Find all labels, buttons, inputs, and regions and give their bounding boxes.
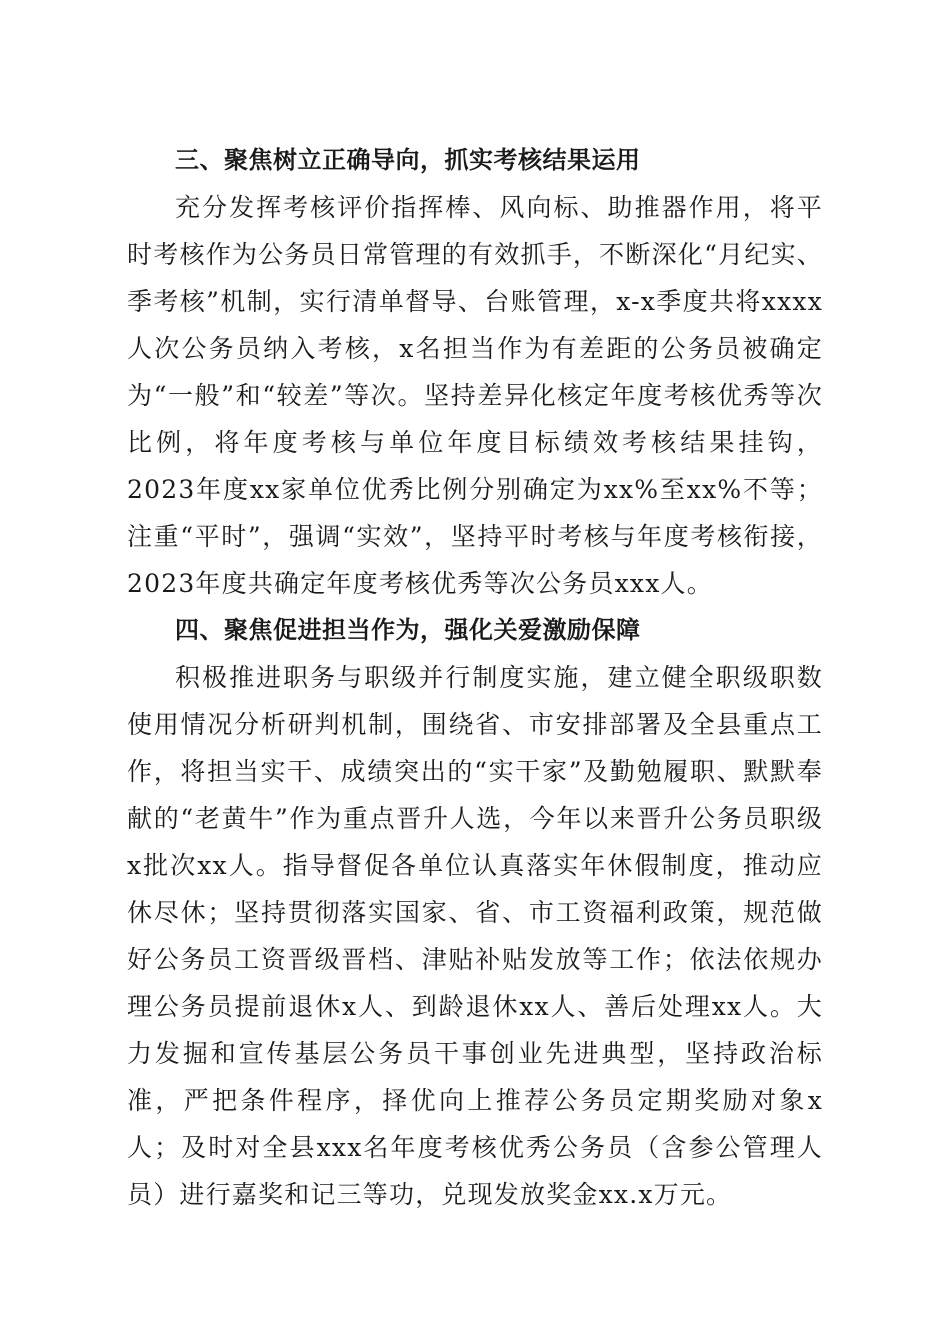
section-heading-4: 四、聚焦促进担当作为，强化关爱激励保障 (175, 616, 641, 644)
section-paragraph-4: 积极推进职务与职级并行制度实施，建立健全职级职数使用情况分析研判机制，围绕省、市安排部署及全县重点工作，将担当实干、成绩突出的“实干家”及勤勉履职、默默奉献的“老黄牛”作为重点晋升人选，今年以来晋升公务员职级x批次xx人。指导督促各单位认真落实年休假制度，推动应休尽休；坚持贯彻落实国家、省、市工资福利政策，规范做好公务员工资晋级晋档、津贴补贴发放等工作；依法依规办理公务员提前退休x人、到龄退休xx人、善后处理xx人。大力发掘和宣传基层公务员干事创业先进典型，坚持政治标准，严把条件程序，择优向上推荐公务员定期奖励对象x人；及时对全县xxx名年度考核优秀公务员（含参公管理人员）进行嘉奖和记三等功，兑现发放奖金xx.x万元。 (127, 663, 823, 1209)
section-heading-3: 三、聚焦树立正确导向，抓实考核结果运用 (175, 146, 641, 174)
document-body (127, 137, 823, 1218)
section-paragraph-3: 充分发挥考核评价指挥棒、风向标、助推器作用，将平时考核作为公务员日常管理的有效抓手，不断深化“月纪实、季考核”机制，实行清单督导、台账管理，x-x季度共将xxxx人次公务员纳入考核，x名担当作为有差距的公务员被确定为“一般”和“较差”等次。坚持差异化核定年度考核优秀等次比例，将年度考核与单位年度目标绩效考核结果挂钩，2023年度xx家单位优秀比例分别确定为xx%至xx%不等；注重“平时”，强调“实效”，坚持平时考核与年度考核衔接，2023年度共确定年度考核优秀等次公务员xxx人。 (127, 193, 823, 598)
